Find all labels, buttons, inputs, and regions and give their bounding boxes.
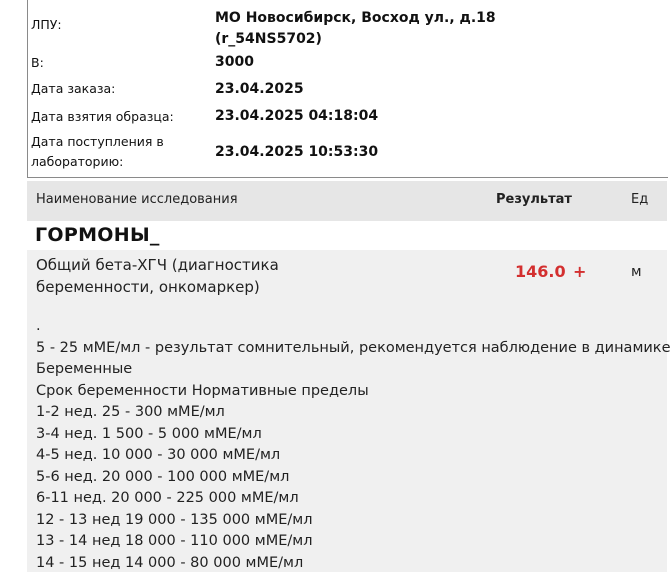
lab-date-value: 23.04.2025 10:53:30 (215, 142, 378, 163)
info-row-sample-date (28, 105, 668, 131)
note-line: 13 - 14 нед 18 000 - 110 000 мМЕ/мл (36, 531, 656, 553)
section-title: ГОРМОНЫ_ (35, 224, 160, 246)
note-line: . (36, 316, 656, 338)
test-value: 146.0 (515, 262, 566, 281)
lpu-value-line1: МО Новосибирск, Восход ул., д.18 (215, 8, 496, 29)
test-result-row (27, 250, 667, 572)
test-name (36, 254, 336, 298)
info-row-lpu (28, 4, 668, 50)
lab-date-label-line2: лабораторию: (31, 152, 164, 172)
v-label: В: (31, 53, 44, 73)
note-line: 5-6 нед. 20 000 - 100 000 мМЕ/мл (36, 467, 656, 489)
order-date-label: Дата заказа: (31, 79, 115, 99)
note-line: 5 - 25 мМЕ/мл - результат сомнительный, рекомендуется наблюдение в динамике (36, 338, 656, 360)
note-line: Срок беременности Нормативные пределы (36, 381, 656, 403)
lpu-label: ЛПУ: (31, 15, 62, 35)
lpu-value (215, 8, 496, 50)
test-abnormal-flag: + (573, 262, 586, 281)
sample-date-label: Дата взятия образца: (31, 107, 174, 127)
sample-date-value: 23.04.2025 04:18:04 (215, 106, 378, 127)
info-row-lab-date (28, 132, 668, 174)
reference-notes (36, 316, 656, 574)
column-header-name: Наименование исследования (36, 192, 238, 207)
lab-date-label (31, 132, 164, 172)
test-name-line2: беременности, онкомаркер) (36, 276, 336, 298)
note-line: 14 - 15 нед 14 000 - 80 000 мМЕ/мл (36, 553, 656, 574)
column-header-unit: Ед (631, 192, 648, 207)
info-row-order-date (28, 78, 668, 104)
column-header-result: Результат (496, 192, 572, 207)
order-info-table (27, 0, 668, 178)
test-unit: м (631, 264, 642, 280)
test-name-line1: Общий бета-ХГЧ (диагностика (36, 254, 336, 276)
order-date-value: 23.04.2025 (215, 79, 304, 100)
lab-date-label-line1: Дата поступления в (31, 132, 164, 152)
note-line: Беременные (36, 359, 656, 381)
lpu-value-line2: (r_54NS5702) (215, 29, 496, 50)
v-value: 3000 (215, 52, 254, 73)
note-line: 12 - 13 нед 19 000 - 135 000 мМЕ/мл (36, 510, 656, 532)
note-line: 6-11 нед. 20 000 - 225 000 мМЕ/мл (36, 488, 656, 510)
results-table-header (27, 181, 667, 221)
info-row-v (28, 50, 668, 76)
note-line: 3-4 нед. 1 500 - 5 000 мМЕ/мл (36, 424, 656, 446)
note-line: 1-2 нед. 25 - 300 мМЕ/мл (36, 402, 656, 424)
note-line: 4-5 нед. 10 000 - 30 000 мМЕ/мл (36, 445, 656, 467)
